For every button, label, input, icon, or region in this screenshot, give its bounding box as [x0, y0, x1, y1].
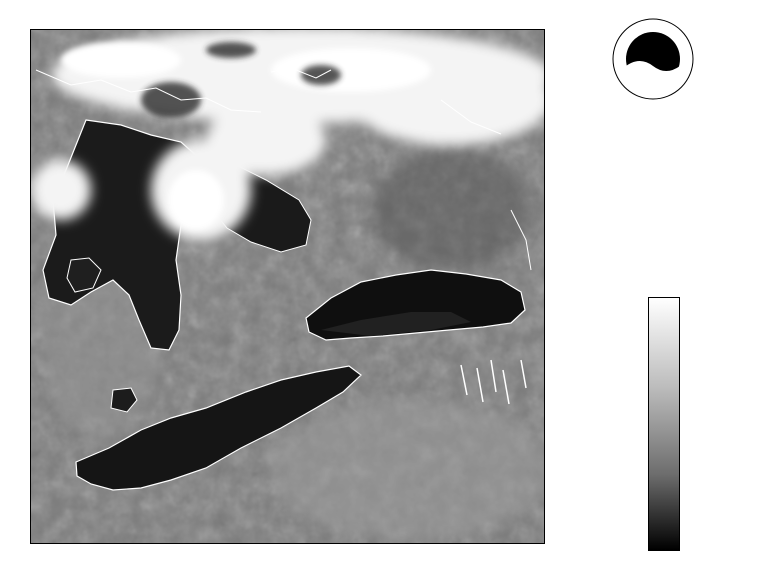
land-bright-patch [271, 400, 544, 540]
colorbar [648, 297, 680, 551]
land-dark-patch [371, 150, 531, 270]
satellite-map [30, 29, 545, 544]
noaa-logo [612, 18, 694, 100]
map-svg [31, 30, 544, 543]
